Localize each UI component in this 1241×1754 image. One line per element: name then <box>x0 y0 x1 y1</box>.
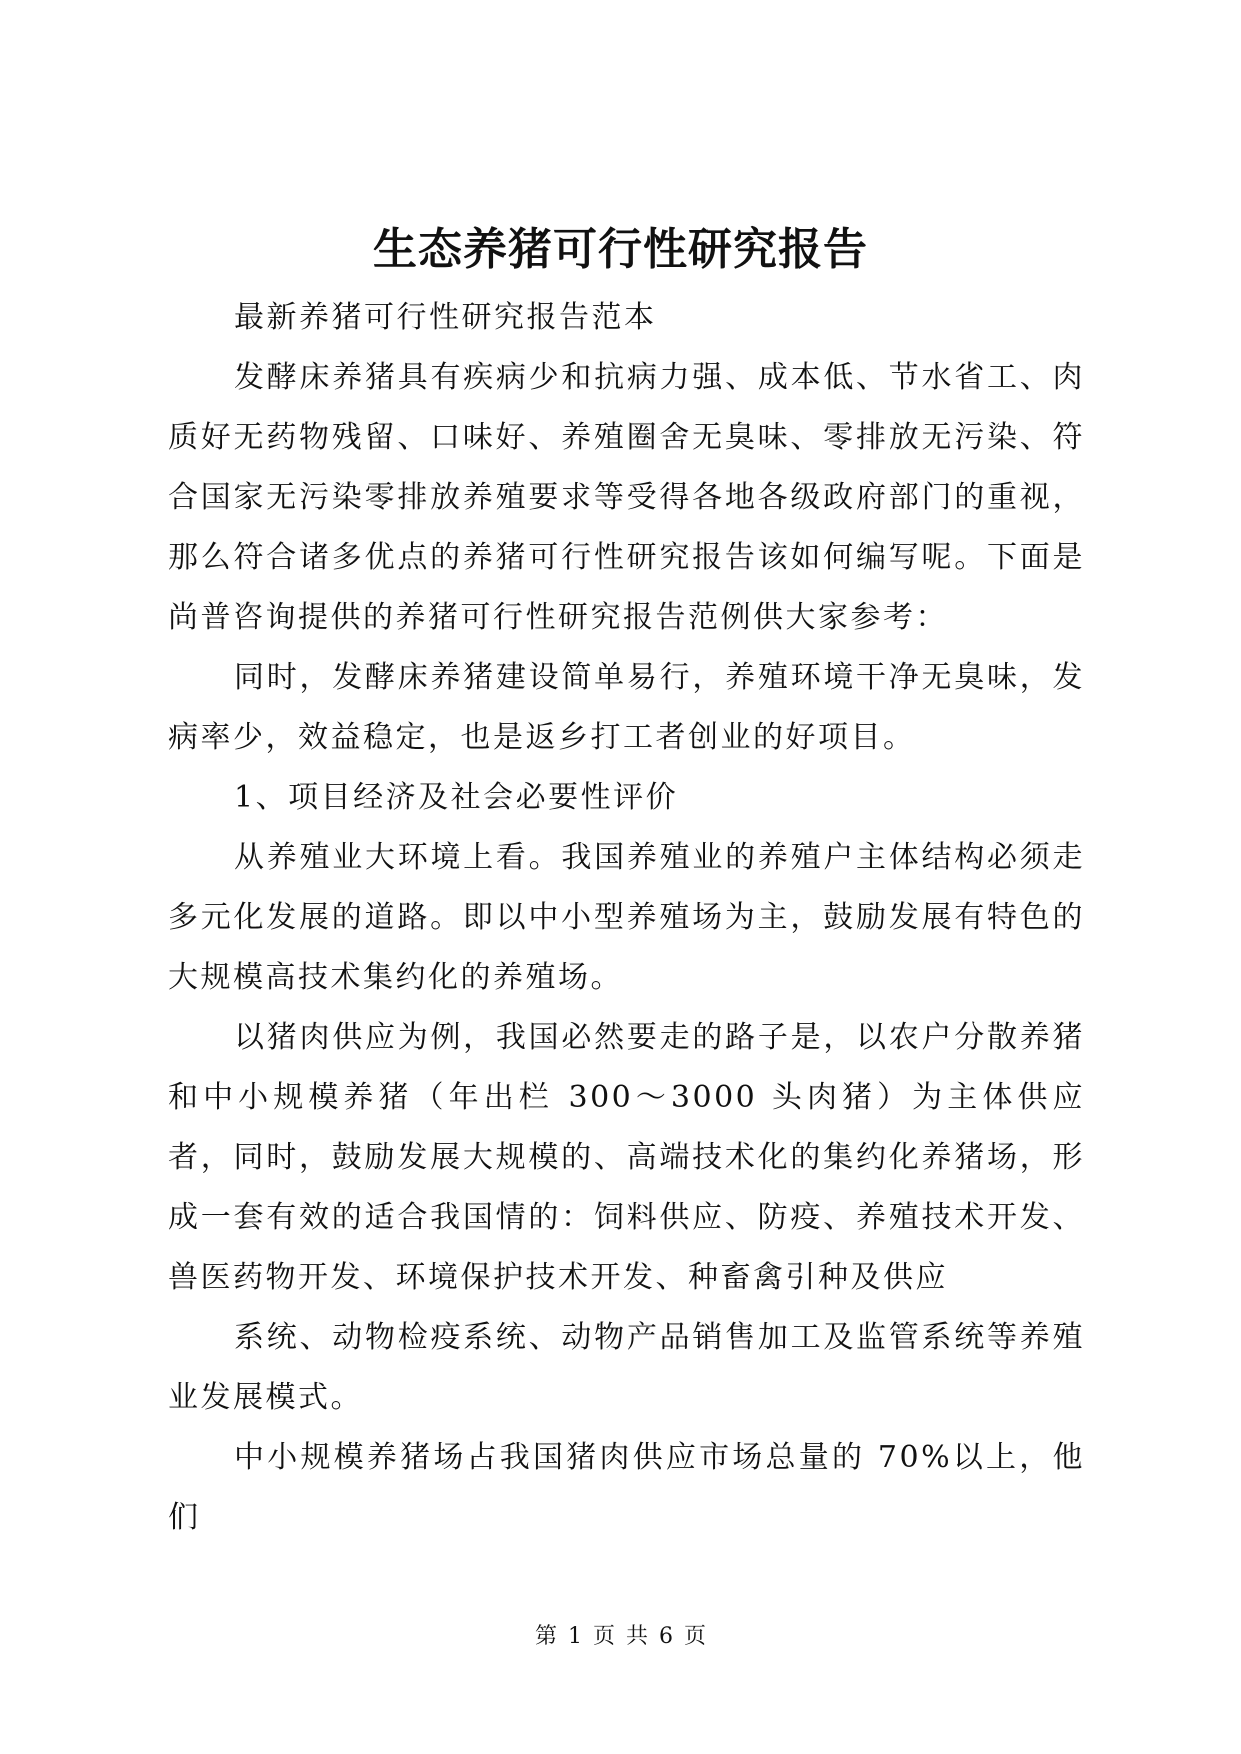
paragraph-advantages: 同时，发酵床养猪建设简单易行，养殖环境干净无臭味，发病率少，效益稳定，也是返乡打工者创业的好项目。 <box>168 660 1085 755</box>
paragraph-subtitle: 最新养猪可行性研究报告范本 <box>234 300 657 335</box>
paragraph-intro: 发酵床养猪具有疾病少和抗病力强、成本低、节水省工、肉质好无药物残留、口味好、养殖圈舍无臭味、零排放无污染、符合国家无污染零排放养殖要求等受得各地各级政府部门的重视，那么符合诸多优点的养猪可行性研究报告该如何编写呢。下面是尚普咨询提供的养猪可行性研究报告范例供大家参考： <box>168 360 1085 635</box>
page-footer: 第 1 页 共 6 页 <box>535 1624 706 1649</box>
document-title: 生态养猪可行性研究报告 <box>373 224 868 275</box>
paragraph-market-share: 中小规模养猪场占我国猪肉供应市场总量的 70%以上，他们 <box>168 1440 1085 1535</box>
section-heading-1: 1、项目经济及社会必要性评价 <box>234 780 679 815</box>
paragraph-systems: 系统、动物检疫系统、动物产品销售加工及监管系统等养殖业发展模式。 <box>168 1320 1085 1415</box>
document-body <box>168 288 1085 1548</box>
paragraph-pork-supply: 以猪肉供应为例，我国必然要走的路子是，以农户分散养猪和中小规模养猪（年出栏 300～3000 头肉猪）为主体供应者，同时，鼓励发展大规模的、高端技术化的集约化养猪场，形成一套有效的适合我国情的：饲料供应、防疫、养殖技术开发、兽医药物开发、环境保护技术开发、种畜禽引种及供应 <box>168 1020 1085 1295</box>
paragraph-environment: 从养殖业大环境上看。我国养殖业的养殖户主体结构必须走多元化发展的道路。即以中小型养殖场为主，鼓励发展有特色的大规模高技术集约化的养殖场。 <box>168 840 1085 995</box>
